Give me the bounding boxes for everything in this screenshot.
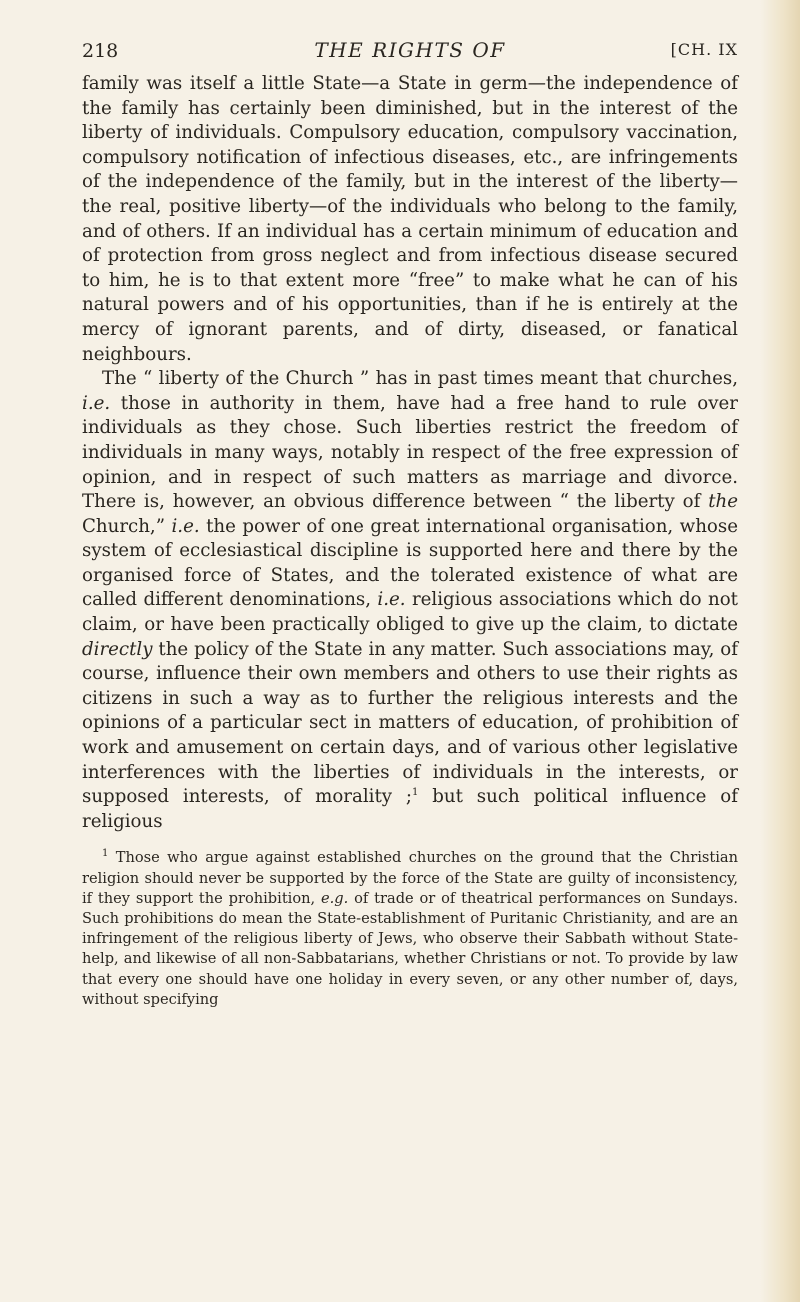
footnote-text-1: Those who argue against established churches on the ground that the Christian religion should never be supported by the force of the State are guilty of inconsistency, if they support the prohibition,	[82, 849, 738, 907]
p2-text-7: but such political influence of religious	[82, 786, 738, 832]
footnote-marker: 1	[102, 848, 109, 860]
p2-text-5: religious associations which do not claim, or have been practically obliged to give up the claim, to dictate	[82, 589, 738, 636]
footnote-ref[interactable]: 1	[412, 787, 419, 799]
paragraph-1: family was itself a little State—a State in germ—the independence of the family has certainly been diminished, but in the interest of the liberty of individuals. Compulsory education, compulsory vaccination, compulsory notification of infectious diseases, etc., are infringements of the independence of the family, but in the interest of the liberty—the real, positive liberty—of the individuals who belong to the family, and of others. If an individual has a certain minimum of education and of protection from gross neglect and from infectious disease secured to him, he is to that extent more “free” to make what he can of his natural powers and of his opportunities, than if he is entirely at the mercy of ignorant parents, and of dirty, diseased, or fanatical neighbours.	[82, 73, 738, 365]
page-edge-shadow	[760, 0, 800, 1302]
body-text	[82, 72, 738, 834]
book-page	[82, 38, 738, 1010]
p2-directly-italic: directly	[82, 638, 153, 660]
page-number: 218	[82, 40, 119, 62]
chapter-label: [CH. IX	[670, 40, 738, 59]
p2-text-2: those in authority in them, have had a free hand to rule over individuals as they chose. Such liberties restrict the freedom of individuals in many ways, notably in respect of the free expression of opinion, and in respect of such matters as marriage and divorce. There is, however, an obvious difference between “ the liberty of	[82, 392, 738, 513]
running-title: THE RIGHTS OF	[314, 38, 506, 62]
paragraph-2	[82, 367, 738, 834]
p2-text-6: the policy of the State in any matter. Such associations may, of course, influence their own members and others to use their rights as citizens in such a way as to further the religious interests and the opinions of a particular sect in matters of education, of prohibition of work and amusement on certain days, and of various other legislative interferences with the liberties of individuals in the interests, or supposed interests, of morality ;	[82, 638, 738, 808]
running-head	[82, 38, 738, 72]
p2-text-3: Church,”	[82, 515, 166, 537]
footnote-text-2: of trade or of theatrical performances on Sundays. Such prohibitions do mean the State-establishment of Puritanic Christianity, and are an infringement of the religious liberty of Jews, who observe their Sabbath without State-help, and likewise of all non-Sabbatarians, whether Christians or not. To provide by law that every one should have one holiday in every seven, or any other number of, days, without specifying	[82, 889, 739, 1008]
p2-ie-1: i.e.	[82, 392, 111, 414]
p2-text-1: The “ liberty of the Church ” has in past times meant that churches,	[102, 368, 738, 390]
p2-the-italic: the	[708, 491, 738, 513]
p2-ie-3: i.e.	[377, 589, 406, 611]
footnote-eg: e.g.	[321, 889, 349, 907]
p2-text-4: the power of one great international organisation, whose system of ecclesiastical discipline is supported here and there by the organised force of States, and the tolerated existence of what are called different denominations,	[82, 515, 738, 611]
footnote	[82, 848, 738, 1010]
p2-ie-2: i.e.	[171, 515, 200, 537]
